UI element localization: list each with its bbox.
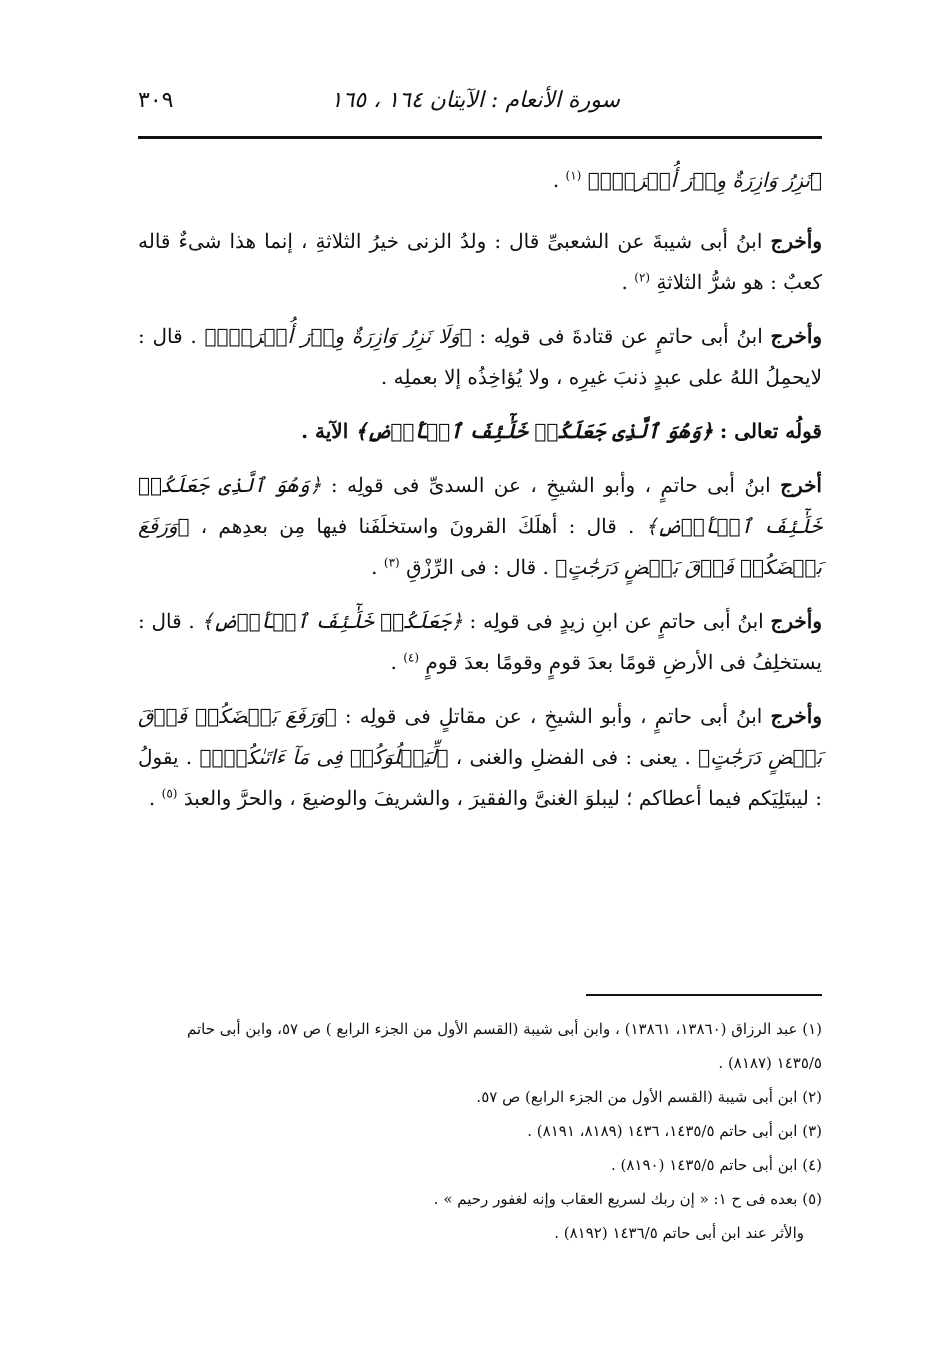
paragraph-1 xyxy=(138,221,822,303)
paragraph-text: ابنُ أبى حاتمٍ عن قتادةَ فى قولِه : xyxy=(479,324,763,348)
footnotes xyxy=(138,1012,822,1250)
footnote-ref: (٢) xyxy=(634,270,651,285)
footnote-2: (٢) ابن أبى شيبة (القسم الأول من الجزء الرابع) ص ٥٧. xyxy=(476,1088,822,1106)
footnote-ref: (٣) xyxy=(383,555,400,570)
paragraph-lead: وأخرج xyxy=(770,229,822,253)
page-number: ٣٠٩ xyxy=(138,88,174,113)
paragraph-text: . قال : لايحمِلُ اللهُ على عبدٍ ذنبَ غيرِه ، ولا يُؤاخِذُه إلا بعملِه . xyxy=(138,324,822,389)
paragraph-text: ابنُ أبى حاتمٍ عن ابنِ زيدٍ فى قولِه : xyxy=(469,609,764,633)
footnote-3: (٣) ابن أبى حاتم ١٤٣٥/٥، ١٤٣٦ (٨١٨٩، ٨١٩١) . xyxy=(527,1122,822,1140)
paragraph-3 xyxy=(138,465,822,588)
paragraph-text: . قال : أهلَكَ القرونَ واستخلَفَنا فيها مِن بعدِهم ، xyxy=(200,514,635,538)
footnote-rule xyxy=(586,994,822,996)
paragraph-text: . يقولُ : ليبتَلِيَكم فيما أعطاكم ؛ ليبلوَ الغنىَّ والفقيرَ ، والشريفَ والوضيعَ ، والحرَّ والعبدَ xyxy=(138,745,822,810)
running-title: سورة الأنعام : الآيتان ١٦٤ ، ١٦٥ xyxy=(330,88,620,113)
heading-lead: قولُه تعالى : xyxy=(719,419,822,443)
sentence-end: . xyxy=(621,270,628,294)
footnote-5: (٥) بعده فى ح ١: « إن ربك لسريع العقاب وإنه لغفور رحيم » . xyxy=(433,1190,822,1208)
quran-verse: ﴿وَرَفَعَ بَعۡضَكُمۡ فَوۡقَ بَعۡضٍ دَرَجَٰتٍ﴾ xyxy=(138,514,822,579)
footnote-ref: (٥) xyxy=(161,786,178,801)
heading-tail: الآية . xyxy=(301,419,349,443)
paragraph-lead: أخرج xyxy=(780,473,822,497)
quran-verse: ﴿وَلَا نَزِرُ وَازِرَةٌ وِزۡرَ أُخۡرَىٰۚ﴾ xyxy=(204,324,472,348)
quran-verse: ﴿نَزِرُ وَازِرَةٌ وِزۡرَ أُخۡرَىٰۚ﴾ xyxy=(587,168,822,192)
paragraph-lead: وأخرج xyxy=(770,609,822,633)
main-text xyxy=(138,160,822,832)
verse-heading xyxy=(138,411,822,452)
running-header xyxy=(138,88,820,122)
paragraph-lead: وأخرج xyxy=(770,324,823,348)
quran-verse: ﴿لِّيَبۡلُوَكُمۡ فِى مَآ ءَاتَىٰكُمۡۗ﴾ xyxy=(199,745,449,769)
paragraph-text: . يعنى : فى الفضلِ والغنى ، xyxy=(455,745,691,769)
paragraph-text: . قال : يستخلِفُ فى الأرضِ قومًا بعدَ قومٍ وقومًا بعدَ قومٍ xyxy=(138,609,822,674)
paragraph-text: ابنُ أبى حاتمٍ ، وأبو الشيخِ ، عن السدىِّ فى قولِه : xyxy=(330,473,771,497)
footnote-ref: (٤) xyxy=(403,650,420,665)
quran-verse: ﴿وَهُوَ ٱلَّذِى جَعَلَكُمۡ خَلَٰٓئِفَ ٱلۡأَرۡضِ﴾ xyxy=(138,473,822,538)
paragraph-text: ابنُ أبى حاتمٍ ، وأبو الشيخِ ، عن مقاتلٍ فى قولِه : xyxy=(344,704,763,728)
quran-verse: ﴿وَرَفَعَ بَعۡضَكُمۡ فَوۡقَ بَعۡضٍ دَرَجَٰتٍ﴾ xyxy=(138,704,823,769)
sentence-end: . xyxy=(390,650,397,674)
paragraph-4 xyxy=(138,601,822,683)
footnote-5-continued: والأثر عند ابن أبى حاتم ١٤٣٦/٥ (٨١٩٢) . xyxy=(554,1224,804,1242)
paragraph-5 xyxy=(138,696,822,819)
sentence-end: . xyxy=(371,555,378,579)
sentence-end: . xyxy=(148,786,156,810)
sentence-end: . xyxy=(552,168,560,192)
header-rule xyxy=(138,136,822,139)
paragraph-lead: وأخرج xyxy=(770,704,823,728)
quran-verse: ﴿جَعَلَكُمۡ خَلَٰٓئِفَ ٱلۡأَرۡضِ﴾ xyxy=(201,609,463,633)
footnote-1: (١) عبد الرزاق (١٣٨٦٠، ١٣٨٦١) ، وابن أبى شيبة (القسم الأول من الجزء الرابع ) ص ٥٧، وابن أبى حاتم ١٤٣٥/٥ (٨١٨٧) . xyxy=(186,1020,822,1072)
footnote-ref: (١) xyxy=(565,168,582,183)
paragraph-text: . قال : فى الرِّزْقِ xyxy=(406,555,549,579)
quran-verse: ﴿وَهُوَ ٱلَّذِى جَعَلَكُمۡ خَلَٰٓئِفَ ٱلۡأَرۡضِ﴾ xyxy=(355,419,713,443)
paragraph-text: ابنُ أبى شيبةَ عن الشعبىِّ قال : ولدُ الزنى خيرُ الثلاثةِ ، إنما هذا شىءٌ قاله كعبٌ : هو شرُّ الثلاثةِ xyxy=(138,229,822,294)
paragraph-2 xyxy=(138,316,822,398)
footnote-4: (٤) ابن أبى حاتم ١٤٣٥/٥ (٨١٩٠) . xyxy=(610,1156,822,1174)
verse-continuation xyxy=(138,160,822,201)
